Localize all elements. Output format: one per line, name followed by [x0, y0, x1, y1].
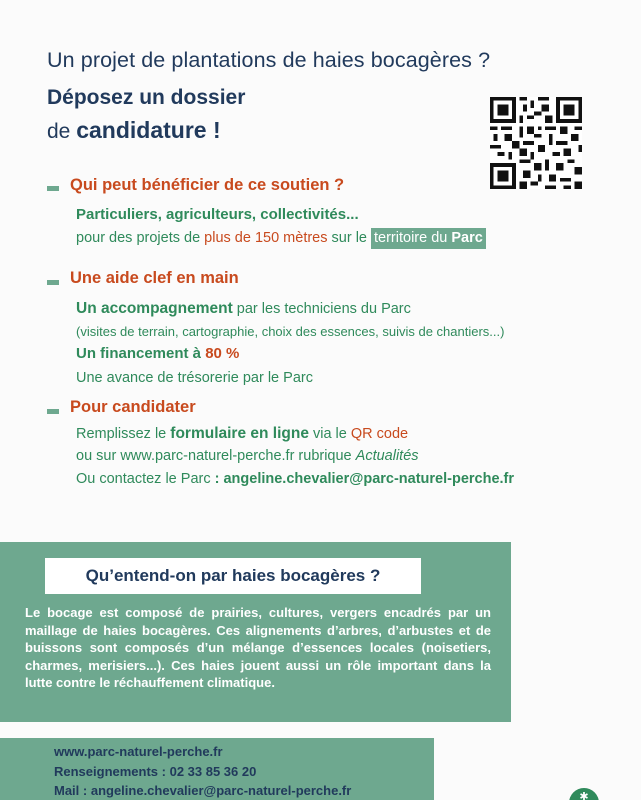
aid-line1	[76, 300, 411, 318]
apply-line2-b: Actualités	[355, 448, 419, 464]
territory-highlight	[371, 228, 486, 249]
dash-bullet-icon	[47, 186, 59, 191]
definition-title: Qu’entend-on par haies bocagères ?	[85, 566, 381, 585]
footer-phone: Renseignements : 02 33 85 36 20	[54, 764, 257, 779]
page-subtitle-line1: Déposez un dossier	[47, 86, 246, 109]
apply-line3-b[interactable]: : angeline.chevalier@parc-naturel-perche.fr	[214, 471, 515, 487]
who-line2-b: plus de 150 mètres	[204, 230, 328, 246]
who-line1: Particuliers, agriculteurs, collectivités...	[76, 206, 359, 223]
aid-line3-pct: 80 %	[205, 345, 240, 362]
who-line2	[76, 230, 486, 246]
section-apply-title: Pour candidater	[70, 398, 196, 416]
definition-title-box	[45, 558, 421, 594]
apply-line2	[76, 448, 419, 464]
apply-line1-b: formulaire en ligne	[170, 425, 309, 442]
who-line2-hl-b: Parc	[451, 230, 483, 246]
dash-bullet-icon	[47, 409, 59, 414]
park-logo-icon	[569, 788, 599, 800]
logo-star-icon: ✱	[579, 791, 589, 800]
definition-text: Le bocage est composé de prairies, cultures, vergers encadrés par un maillage de haies bocagères. Ces alignements d’arbres, d’arbustes et de buissons sont composés d’un mélange d’essences locales (noisetiers, charmes, merisiers...). Ces haies jouent aussi un rôle important dans la lutte contre le réchauffement climatique.	[25, 605, 491, 690]
footer-mail-link[interactable]: Mail : angeline.chevalier@parc-naturel-perche.fr	[54, 783, 352, 798]
apply-line3	[76, 471, 514, 487]
page-title: Un projet de plantations de haies bocagères ?	[47, 48, 491, 72]
aid-line1-rest: par les techniciens du Parc	[232, 301, 411, 317]
aid-line3	[76, 345, 239, 362]
who-line2-a: pour des projets de	[76, 230, 205, 246]
aid-line2: (visites de terrain, cartographie, choix des essences, suivis de chantiers...)	[76, 324, 505, 339]
apply-line1-d: QR code	[350, 426, 409, 442]
apply-line1	[76, 425, 408, 443]
who-line2-hl-a: territoire du	[374, 230, 452, 246]
subtitle-bold: candidature !	[76, 117, 221, 143]
aid-line4: Une avance de trésorerie par le Parc	[76, 370, 313, 386]
apply-line3-a: Ou contactez le Parc	[76, 471, 215, 487]
dash-bullet-icon	[47, 280, 59, 285]
who-line2-c: sur le	[327, 230, 372, 246]
subtitle-prefix: de	[47, 120, 77, 143]
aid-line3-bold: Un financement à	[76, 345, 206, 362]
qr-code-icon[interactable]	[490, 97, 582, 189]
section-who-title: Qui peut bénéficier de ce soutien ?	[70, 176, 345, 194]
page-subtitle-line2	[47, 117, 221, 144]
qr-code-graphic	[490, 97, 582, 189]
apply-line2-a: ou sur www.parc-naturel-perche.fr rubrique	[76, 448, 356, 464]
section-aid-title: Une aide clef en main	[70, 269, 239, 287]
apply-line1-a: Remplissez le	[76, 426, 171, 442]
footer-website-link[interactable]: www.parc-naturel-perche.fr	[54, 744, 223, 759]
apply-line1-c: via le	[308, 426, 351, 442]
aid-line1-bold: Un accompagnement	[76, 300, 233, 317]
